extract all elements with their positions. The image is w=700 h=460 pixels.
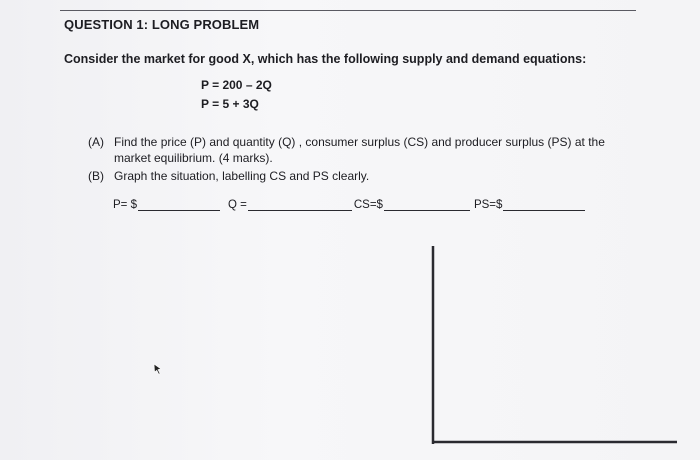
ps-answer [474, 198, 585, 211]
cs-answer-blank[interactable] [384, 198, 470, 211]
cs-answer-label: CS=$ [353, 199, 383, 211]
top-divider [60, 10, 636, 11]
part-a [88, 134, 628, 166]
question-parts [88, 134, 628, 186]
quantity-answer-blank[interactable] [248, 198, 352, 211]
price-answer-label: P= $ [113, 199, 137, 211]
ps-answer-blank[interactable] [503, 198, 585, 211]
blank-graph-axes[interactable] [430, 244, 678, 444]
demand-equation: P = 200 – 2Q [201, 78, 272, 92]
part-a-label: (A) [88, 135, 104, 149]
ps-answer-label: PS=$ [473, 199, 503, 211]
part-a-text: Find the price (P) and quantity (Q) , consumer surplus (CS) and producer surplus (PS) at the market equilibrium. (4 marks). [114, 135, 605, 165]
price-answer-blank[interactable] [138, 198, 220, 211]
part-b [88, 168, 628, 184]
mouse-pointer-icon [152, 362, 164, 376]
quantity-answer-label: Q = [227, 199, 247, 211]
part-b-label: (B) [88, 169, 104, 183]
equations-block [201, 76, 272, 114]
question-title: QUESTION 1: LONG PROBLEM [64, 17, 260, 32]
supply-equation: P = 5 + 3Q [201, 97, 259, 111]
price-answer [113, 198, 220, 211]
answer-blanks-row [113, 198, 585, 211]
question-intro: Consider the market for good X, which has the following supply and demand equations: [64, 52, 587, 66]
quantity-answer [228, 198, 352, 211]
cs-answer [354, 198, 470, 211]
part-b-text: Graph the situation, labelling CS and PS clearly. [114, 169, 370, 183]
